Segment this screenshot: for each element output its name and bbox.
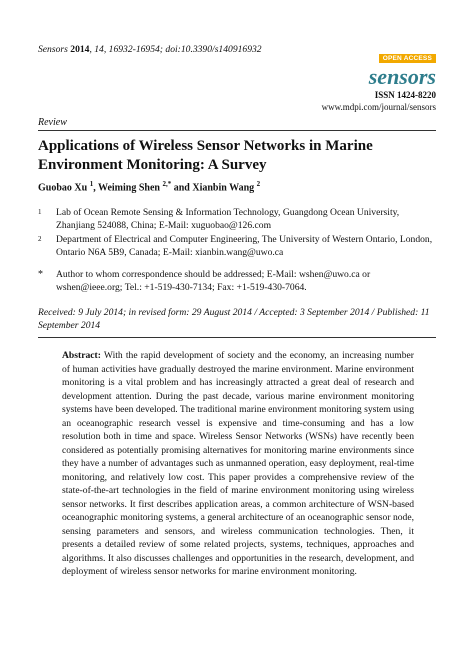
author-affiliation-mark: 2	[256, 180, 261, 188]
author-separator: and	[171, 182, 193, 194]
author-name: Xianbin Wang	[192, 182, 255, 194]
correspondence-text: Author to whom correspondence should be addressed; E-Mail: wshen@uwo.ca or wshen@ieee.org; Tel.: +1-519-430-7134; Fax: +1-519-430-7064.	[56, 269, 371, 293]
citation-journal: Sensors	[38, 44, 68, 55]
article-type: Review	[38, 117, 67, 128]
journal-logo: sensors	[368, 64, 436, 89]
abstract-label: Abstract:	[62, 350, 101, 361]
citation-line	[38, 44, 262, 55]
header-divider	[38, 130, 436, 131]
author-affiliation-mark: 2,*	[162, 180, 172, 188]
issn: ISSN 1424-8220	[374, 90, 436, 100]
citation-year: 2014	[70, 44, 90, 55]
affiliation	[38, 206, 438, 232]
affiliation-text: Department of Electrical and Computer Engineering, The University of Western Ontario, London, Ontario N6A 5B9, Canada; E-Mail: xianbin.wang@uwo.ca	[56, 234, 433, 258]
paper-title: Applications of Wireless Sensor Networks in Marine Environment Monitoring: A Survey	[38, 138, 373, 173]
abstract-text: With the rapid development of society and the economy, an increasing number of human activities have gradually destroyed the marine environment. Marine environment monitoring is a vital problem and has increasingly attracted a great deal of research and development attention. During the past decade, various marine environment monitoring systems have been developed. The traditional marine environment monitoring system using an oceanographic research vessel is expensive and time-consuming and has a low resolution both in time and space. Wireless Sensor Networks (WSNs) have recently been considered as potentially promising alternatives for monitoring marine environments since they have a number of advantages such as unmanned operation, easy deployment, real-time monitoring, and relatively low cost. This paper provides a comprehensive review of the state-of-the-art technologies in the field of marine environment monitoring using wireless sensor networks. It first describes application areas, a common architecture of WSN-based oceanographic monitoring systems, a general architecture of an oceanographic sensor node, sensing parameters and sensors, and wireless communication technologies. Then, it presents a detailed review of some related projects, systems, techniques, approaches and algorithms. It also discusses challenges and opportunities in the research, development, and deployment of wireless sensor networks for marine environment monitoring.	[62, 350, 414, 577]
author-name: Weiming Shen	[98, 182, 160, 194]
affiliation-mark: 1	[38, 208, 42, 216]
author-separator: ,	[93, 182, 99, 194]
correspondence-mark: *	[38, 269, 43, 280]
dates-divider	[38, 337, 436, 338]
affiliation	[38, 233, 438, 259]
affiliation-text: Lab of Ocean Remote Sensing & Information Technology, Guangdong Ocean University, Zhanjiang 524088, China; E-Mail: xuguobao@126.com	[56, 207, 400, 231]
citation-rest: , 14, 16932-16954; doi:10.3390/s140916932	[89, 44, 262, 55]
author-affiliation-mark: 1	[89, 180, 94, 188]
author-name: Guobao Xu	[38, 182, 88, 194]
open-access-badge: OPEN ACCESS	[379, 54, 436, 63]
affiliation-mark: 2	[38, 235, 42, 243]
publication-dates: Received: 9 July 2014; in revised form: 29 August 2014 / Accepted: 3 September 2014 / Published: 11 September 2014	[38, 307, 430, 331]
abstract	[62, 349, 414, 579]
journal-url[interactable]: www.mdpi.com/journal/sensors	[321, 102, 436, 112]
correspondence	[38, 268, 438, 294]
author-list	[38, 180, 260, 193]
